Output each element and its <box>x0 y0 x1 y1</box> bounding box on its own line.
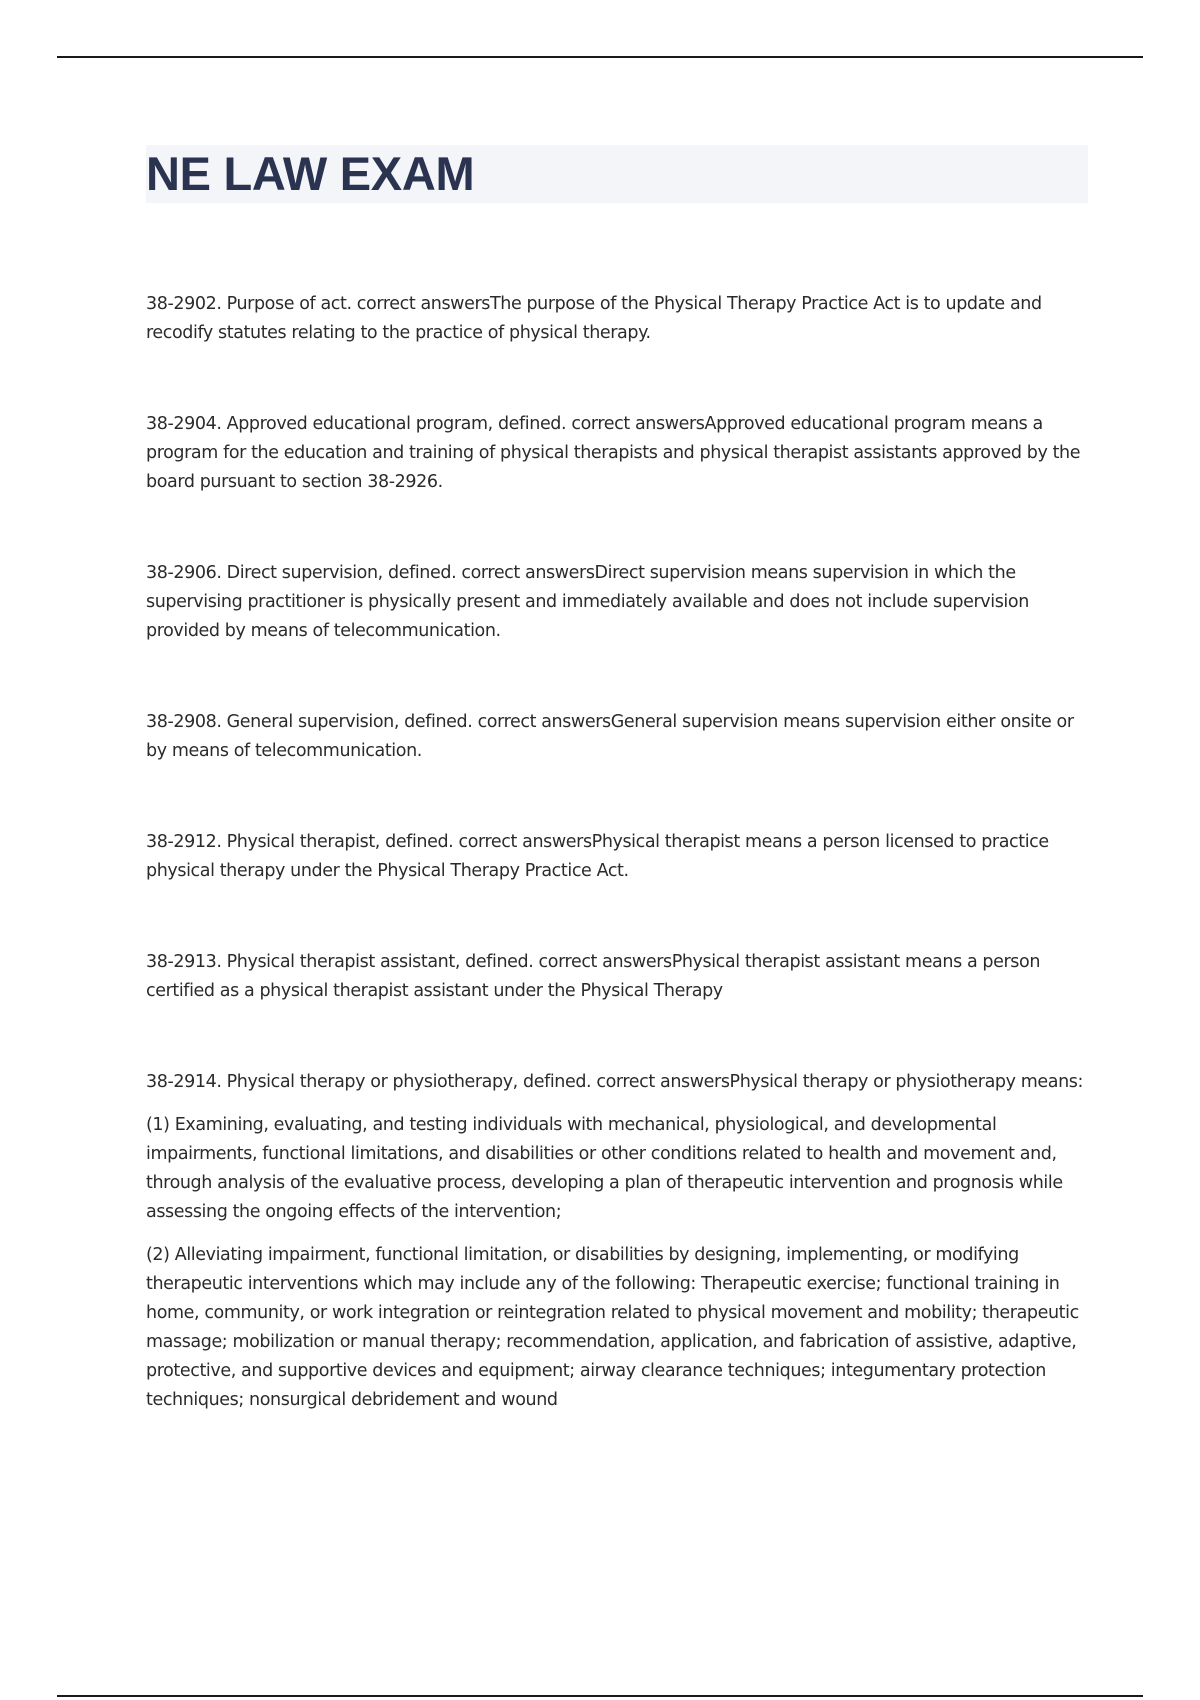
top-rule <box>57 56 1143 58</box>
entry-subparagraph-2: (2) Alleviating impairment, functional limitation, or disabilities by designing, implementing, or modifying therapeutic interventions which may include any of the following: Therapeutic exercise; functional training in home, community, or work integration or reintegration related to physical movement and mobility; therapeutic massage; mobilization or manual therapy; recommendation, application, and fabrication of assistive, adaptive, protective, and supportive devices and equipment; airway clearance techniques; integumentary protection techniques; nonsurgical debridement and wound <box>146 1245 1079 1410</box>
document-body <box>146 290 1091 1477</box>
entry-text: 38-2906. Direct supervision, defined. correct answersDirect supervision means supervision in which the supervising practitioner is physically present and immediately available and does not include supervision provided by means of telecommunication. <box>146 563 1029 641</box>
entry-38-2908 <box>146 708 1091 766</box>
entry-38-2904 <box>146 410 1091 497</box>
entry-38-2912 <box>146 828 1091 886</box>
entry-38-2913 <box>146 948 1091 1006</box>
entry-text: 38-2902. Purpose of act. correct answersThe purpose of the Physical Therapy Practice Act is to update and recodify statutes relating to the practice of physical therapy. <box>146 294 1042 343</box>
entry-text: 38-2908. General supervision, defined. correct answersGeneral supervision means supervision either onsite or by means of telecommunication. <box>146 712 1074 761</box>
document-title: NE LAW EXAM <box>146 147 475 200</box>
entry-subparagraph-1: (1) Examining, evaluating, and testing individuals with mechanical, physiological, and developmental impairments, functional limitations, and disabilities or other conditions related to health and movement and, through analysis of the evaluative process, developing a plan of therapeutic intervention and prognosis while assessing the ongoing effects of the intervention; <box>146 1115 1063 1222</box>
entry-text: 38-2914. Physical therapy or physiotherapy, defined. correct answersPhysical therapy or physiotherapy means: <box>146 1072 1083 1092</box>
entry-text: 38-2912. Physical therapist, defined. correct answersPhysical therapist means a person licensed to practice physical therapy under the Physical Therapy Practice Act. <box>146 832 1049 881</box>
entry-text: 38-2904. Approved educational program, defined. correct answersApproved educational program means a program for the education and training of physical therapists and physical therapist assistants approved by the board pursuant to section 38-2926. <box>146 414 1081 492</box>
entry-38-2914 <box>146 1068 1091 1415</box>
bottom-rule <box>57 1695 1143 1697</box>
entry-38-2902 <box>146 290 1091 348</box>
entry-38-2906 <box>146 559 1091 646</box>
entry-text: 38-2913. Physical therapist assistant, defined. correct answersPhysical therapist assistant means a person certified as a physical therapist assistant under the Physical Therapy <box>146 952 1041 1001</box>
